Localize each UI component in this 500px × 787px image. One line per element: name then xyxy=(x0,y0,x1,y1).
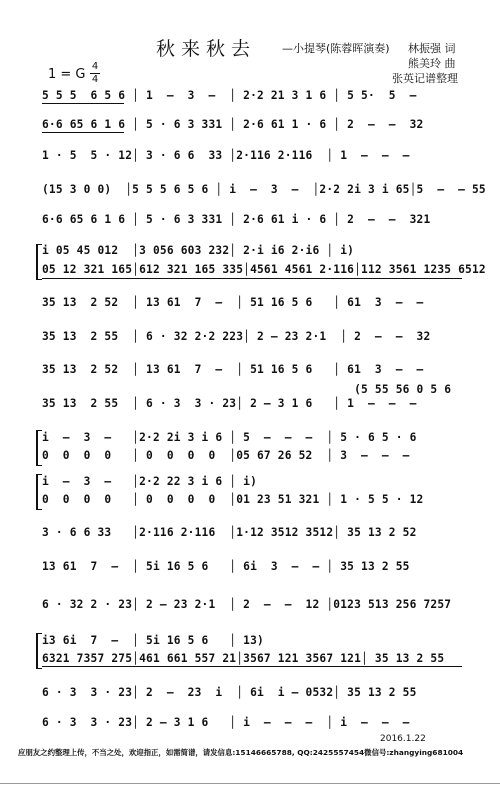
beam-line xyxy=(42,132,124,133)
beam-line xyxy=(42,278,462,279)
score-line-12: 35 13 2 55 │ 6 · 3 3 · 23│ 2 — 3 1 6 │ 1 — — — xyxy=(42,397,417,410)
footer-note: 应朋友之约整理上传，不当之处，欢迎指正，如需简谱，请发信息:15146665788, QQ:2425557454微信号:zhangying681004 xyxy=(18,748,464,757)
score-line-4: (15 3 0 0) │5 5 5 6 5 6 │ i — 3 — │2·2 2i 3 i 65│5 — — 55 xyxy=(42,183,486,196)
score-line-2: 6·6 65 6 1 6 │ 5 · 6 3 331 │ 2·6 61 1 · 6 │ 2 — — 32 xyxy=(42,118,424,131)
score-line-18: 13 61 7 — │ 5i 16 5 6 │ 6i 3 — — │ 35 13 2 55 xyxy=(42,560,410,573)
score-line-17: 3 · 6 6 33 │2·116 2·116 │1·12 3512 3512│ 35 13 2 52 xyxy=(42,526,417,539)
time-signature-bottom: 4 xyxy=(91,74,99,85)
score-line-22: 6 · 3 3 · 23│ 2 — 23 i │ 6i i — 0532│ 35 13 2 55 xyxy=(42,686,417,699)
score-line-13: i — 3 — │2·2 2i 3 i 6 │ 5 — — — │ 5 · 6 5 · 6 xyxy=(42,431,417,444)
arranger-credit: 张英记谱整理 xyxy=(392,72,458,85)
date-stamp: 2016.1.22 xyxy=(380,734,426,744)
score-line-6: i 05 45 012 │3 056 603 232│ 2·i i6 2·i6 │ i) xyxy=(42,244,355,257)
lyricist-credit: 林振强 词 xyxy=(408,42,456,55)
score-line-19: 6 · 32 2 · 23│ 2 — 23 2·1 │ 2 — — 12 │0123 513 256 7257 xyxy=(42,598,452,611)
beam-line xyxy=(42,666,462,667)
score-line-23: 6 · 3 3 · 23│ 2 — 3 1 6 │ i — — — │ i — — — xyxy=(42,716,410,729)
score-line-3: 1 · 5 5 · 12│ 3 · 6 6 33 │2·116 2·116 │ 1 — — — xyxy=(42,149,410,162)
score-line-10: 35 13 2 52 │ 13 61 7 — │ 51 16 5 6 │ 61 3 — — xyxy=(42,363,424,376)
song-title: 秋来秋去 xyxy=(156,38,257,60)
score-line-1: 5 5 5 6 5 6 │ 1 — 3 — │ 2·2 21 3 1 6 │ 5 5· 5 — xyxy=(42,89,417,102)
beam-line xyxy=(42,103,124,104)
song-subtitle: —小提琴(陈蓉晖演奏) xyxy=(282,42,390,55)
score-line-14: 0 0 0 0 │ 0 0 0 0 │05 67 26 52 │ 3 — — — xyxy=(42,449,410,462)
composer-credit: 熊美玲 曲 xyxy=(408,57,456,70)
time-signature xyxy=(90,62,100,85)
key-signature: 1 = G xyxy=(48,67,86,82)
score-line-8: 35 13 2 52 │ 13 61 7 — │ 51 16 5 6 │ 61 3 — — xyxy=(42,296,424,309)
score-line-5: 6·6 65 6 1 6 │ 5 · 6 3 331 │ 2·6 61 i · 6 │ 2 — — 321 xyxy=(42,213,431,226)
page-bottom-rule xyxy=(0,783,500,784)
time-signature-top: 4 xyxy=(91,61,99,72)
score-line-15: i — 3 — │2·2 22 3 i 6 │ i) xyxy=(42,475,257,488)
score-line-9: 35 13 2 55 │ 6 · 32 2·2 223│ 2 — 23 2·1 │ 2 — — 32 xyxy=(42,330,431,343)
score-line-7: 05 12 321 165│612 321 165 335│4561 4561 2·116│112 3561 1235 6512 xyxy=(42,263,486,276)
score-line-11: (5 55 56 0 5 6 xyxy=(42,383,452,396)
score-line-20: i3 6i 7 — │ 5i 16 5 6 │ 13) xyxy=(42,634,264,647)
score-line-21: 6321 7357 275│461 661 557 21│3567 121 3567 121│ 35 13 2 55 xyxy=(42,652,445,665)
score-line-16: 0 0 0 0 │ 0 0 0 0 │01 23 51 321 │ 1 · 5 5 · 12 xyxy=(42,493,424,506)
